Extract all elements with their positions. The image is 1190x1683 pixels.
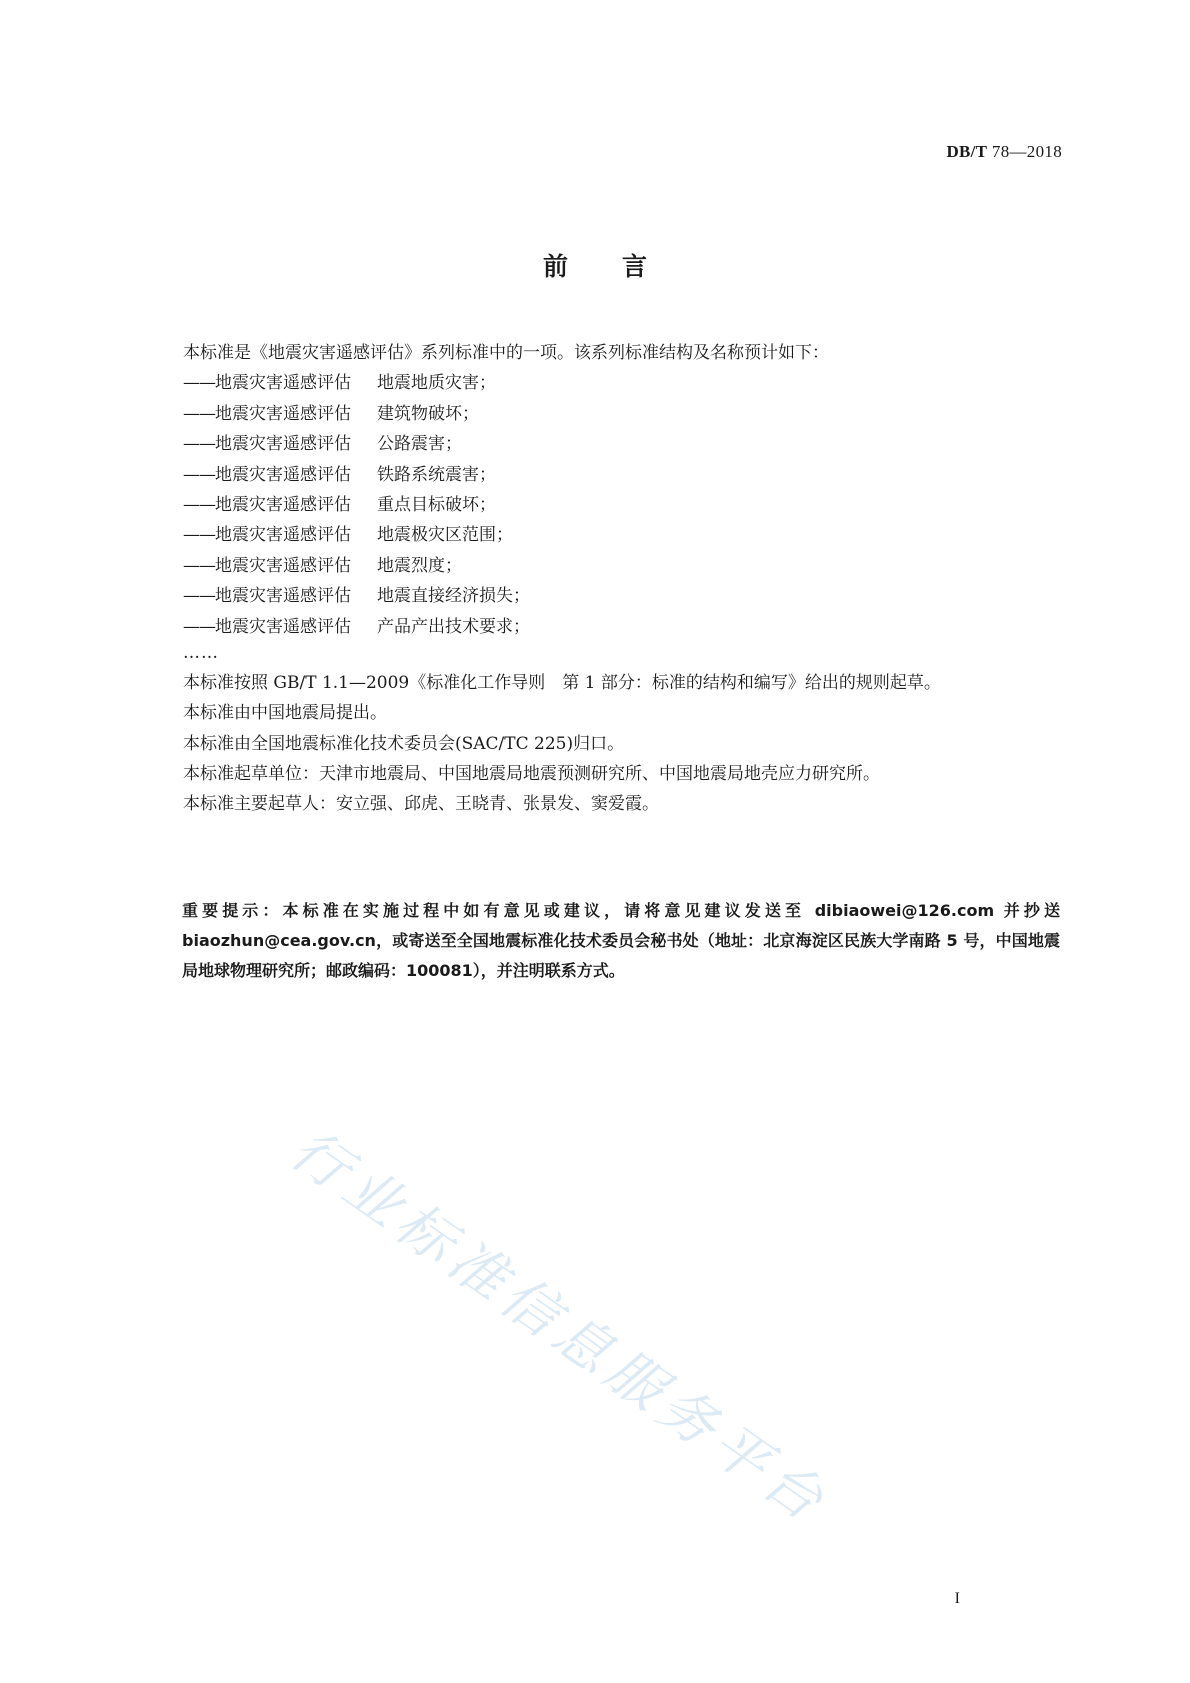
series-item bbox=[183, 612, 1063, 642]
series-part-title: 公路震害； bbox=[377, 434, 462, 455]
series-part-title: 重点目标破坏； bbox=[377, 494, 496, 515]
drafters-paragraph: 本标准主要起草人：安立强、邱虎、王晓青、张景发、窦爱霞。 bbox=[183, 794, 659, 815]
series-part-title: 地震极灾区范围； bbox=[377, 525, 513, 546]
standard-code-number: 78—2018 bbox=[991, 142, 1062, 161]
series-dash: —— bbox=[183, 373, 215, 394]
intro-paragraph: 本标准是《地震灾害遥感评估》系列标准中的一项。该系列标准结构及名称预计如下： bbox=[183, 343, 829, 363]
watermark: 行业标准信息服务平台 bbox=[278, 1117, 841, 1538]
series-item bbox=[183, 399, 1063, 429]
series-dash: —— bbox=[183, 403, 215, 424]
series-item bbox=[183, 460, 1063, 490]
important-notice bbox=[140, 896, 1060, 986]
notice-text: 重要提示：本标准在实施过程中如有意见或建议，请将意见建议发送至 dibiaowei@126.com 并抄送 biaozhun@cea.gov.cn，或寄送至全国地震标准化技术委员会秘书处（地址：北京海淀区民族大学南路 5 号，中国地震局地球物理研究所；邮政编码：100081），并注明联系方式。 bbox=[182, 901, 1060, 980]
foreword-body bbox=[183, 338, 1063, 820]
series-item bbox=[183, 368, 1063, 398]
series-part-title: 地震烈度； bbox=[377, 555, 462, 576]
series-item bbox=[183, 520, 1063, 550]
series-main-title: 地震灾害遥感评估 bbox=[215, 616, 351, 637]
committee-paragraph: 本标准由全国地震标准化技术委员会(SAC/TC 225)归口。 bbox=[183, 733, 625, 754]
series-part-title: 地震地质灾害； bbox=[377, 373, 496, 394]
series-part-title: 产品产出技术要求； bbox=[377, 616, 530, 637]
series-main-title: 地震灾害遥感评估 bbox=[215, 494, 351, 515]
series-item bbox=[183, 490, 1063, 520]
page-title: 前言 bbox=[542, 252, 701, 281]
series-main-title: 地震灾害遥感评估 bbox=[215, 373, 351, 394]
series-dash: —— bbox=[183, 555, 215, 576]
series-dash: —— bbox=[183, 586, 215, 607]
series-dash: —— bbox=[183, 434, 215, 455]
standard-code-prefix: DB/T bbox=[946, 142, 988, 161]
page-number: I bbox=[954, 1590, 960, 1607]
drafting-rule-paragraph: 本标准按照 GB/T 1.1—2009《标准化工作导则 第 1 部分：标准的结构和编写》给出的规则起草。 bbox=[183, 672, 941, 693]
series-ellipsis: …… bbox=[183, 642, 219, 663]
series-item bbox=[183, 429, 1063, 459]
series-part-title: 地震直接经济损失； bbox=[377, 586, 530, 607]
series-part-title: 铁路系统震害； bbox=[377, 464, 496, 485]
series-main-title: 地震灾害遥感评估 bbox=[215, 586, 351, 607]
series-main-title: 地震灾害遥感评估 bbox=[215, 555, 351, 576]
series-dash: —— bbox=[183, 525, 215, 546]
series-dash: —— bbox=[183, 616, 215, 637]
proposer-paragraph: 本标准由中国地震局提出。 bbox=[183, 703, 387, 724]
series-main-title: 地震灾害遥感评估 bbox=[215, 403, 351, 424]
series-dash: —— bbox=[183, 494, 215, 515]
series-dash: —— bbox=[183, 464, 215, 485]
series-item bbox=[183, 551, 1063, 581]
drafting-units-paragraph: 本标准起草单位：天津市地震局、中国地震局地震预测研究所、中国地震局地壳应力研究所。 bbox=[183, 764, 880, 785]
standard-code bbox=[946, 142, 1062, 162]
series-main-title: 地震灾害遥感评估 bbox=[215, 464, 351, 485]
series-main-title: 地震灾害遥感评估 bbox=[215, 525, 351, 546]
series-main-title: 地震灾害遥感评估 bbox=[215, 434, 351, 455]
series-item bbox=[183, 581, 1063, 611]
series-part-title: 建筑物破坏； bbox=[377, 403, 479, 424]
